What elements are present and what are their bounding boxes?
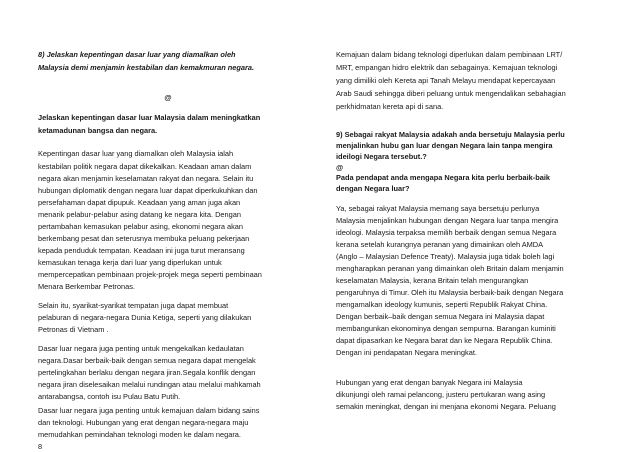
- text-line: Arab Saudi sehingga diberi peluang untuk mengendalikan sebahagian: [336, 89, 566, 98]
- text-line: dapat dipasarkan ke Negara barat dan ke Negara Republik China.: [336, 336, 553, 345]
- text-line: keselamatan Malaysia, kerana Britain telah mengurangkan: [336, 276, 529, 285]
- text-line: mempercepatkan pembinaan projek-projek mega seperti pembinaan: [38, 270, 262, 279]
- text-line: Dasar luar negara juga penting untuk kemajuan dalam bidang sains: [38, 406, 260, 415]
- text-line: dan teknologi. Hubungan yang erat dengan negara-negara maju: [38, 418, 249, 427]
- page-number: 8: [38, 442, 43, 451]
- text-line: Menara Berkembar Petronas.: [38, 282, 135, 291]
- text-line: menjalinkan hubu gan luar dengan Negara lain tanpa mengira: [336, 141, 553, 150]
- text-line: pertelingkahan berlaku dengan negara jiran.Segala konflik dengan: [38, 368, 256, 377]
- text-line: persefahaman dapat dipupuk. Keadaan yang aman juga akan: [38, 198, 241, 207]
- text-line: pertambahan kemasukan pelabur asing, ekonomi negara akan: [38, 222, 244, 231]
- text-line: Malaysia menjalinkan hubungan dengan Negara luar tanpa mengira: [336, 216, 559, 225]
- text-line: ketamadunan bangsa dan negara.: [38, 126, 158, 135]
- text-line: Jelaskan kepentingan dasar luar Malaysia dalam meningkatkan: [38, 113, 261, 122]
- text-line: berkembang pesat dan seterusnya membuka peluang pekerjaan: [38, 234, 250, 243]
- text-line: mengharapkan peranan yang dimainkan oleh Britain dalam menjamin: [336, 264, 564, 273]
- text-line: memudahkan pemindahan teknologi moden ke dalam negara.: [38, 430, 241, 439]
- text-line: Selain itu, syarikat-syarikat tempatan juga dapat membuat: [38, 301, 229, 310]
- text-line: mengamalkan ideology kumunis, seperti Republik Rakyat China.: [336, 300, 548, 309]
- text-line: dikunjungi oleh ramai pelancong, justeru pertukaran wang asing: [336, 390, 546, 399]
- text-line: negara.Dasar berbaik-baik dengan semua negara dapat mengelak: [38, 356, 256, 365]
- text-line: menarik pelabur-pelabur asing datang ke negara kita. Dengan: [38, 210, 241, 219]
- alternative-separator: @: [336, 163, 344, 172]
- text-line: 9) Sebagai rakyat Malaysia adakah anda bersetuju Malaysia perlu: [336, 130, 565, 139]
- text-line: (Anglo – Malaysian Defence Treaty). Malaysia juga tidak boleh lagi: [336, 252, 555, 261]
- text-line: kestabilan politik negara dapat dikekalkan. Keadaan aman dalam: [38, 162, 252, 171]
- text-line: 8) Jelaskan kepentingan dasar luar yang diamalkan oleh: [38, 50, 236, 59]
- text-line: perkhidmatan kereta api di sana.: [336, 102, 444, 111]
- text-line: hubungan diplomatik dengan negara luar dapat diperkukuhkan dan: [38, 186, 258, 195]
- text-line: negara akan menjamin keselamatan rakyat dan negara. Selain itu: [38, 174, 254, 183]
- text-line: pengaruhnya di Timur. Oleh itu Malaysia berbaik-baik dengan Negara: [336, 288, 564, 297]
- text-line: yang dimiliki oleh Kereta api Tanah Melayu mendapat kepercayaan: [336, 76, 556, 85]
- text-line: membangunkan ekonominya dengan sempurna. Barangan kuminiti: [336, 324, 556, 333]
- text-line: kerana setelah kurangnya peranan yang dimainkan oleh AMDA: [336, 240, 544, 249]
- text-line: MRT, empangan hidro elektrik dan sebagainya. Kemajuan teknologi: [336, 63, 558, 72]
- text-line: Dengan berbaik–baik dengan semua Negara ini Malaysia dapat: [336, 312, 545, 321]
- text-line: Kepentingan dasar luar yang diamalkan oleh Malaysia ialah: [38, 149, 234, 158]
- text-line: Kemajuan dalam bidang teknologi diperlukan dalam pembinaan LRT/: [336, 50, 563, 59]
- text-line: Pada pendapat anda mengapa Negara kita perlu berbaik-baik: [336, 173, 550, 182]
- text-line: semakin meningkat, dengan ini menjana ekonomi Negara. Peluang: [336, 402, 556, 411]
- text-line: kepada penduduk tempatan. Keadaan ini juga turut meransang: [38, 246, 245, 255]
- text-line: negara jiran diselesaikan melalui rundingan atau melalui mahkamah: [38, 380, 261, 389]
- text-line: Malaysia demi menjamin kestabilan dan kemakmuran negara.: [38, 63, 255, 72]
- text-line: ideilogi Negara tersebut.?: [336, 152, 427, 161]
- text-line: Ya, sebagai rakyat Malaysia memang saya bersetuju perlunya: [336, 204, 540, 213]
- text-line: Dengan ini pendapatan Negara meningkat.: [336, 348, 477, 357]
- text-line: dengan Negara luar?: [336, 184, 410, 193]
- text-line: Dasar luar negara juga penting untuk mengekalkan kedaulatan: [38, 344, 244, 353]
- text-line: pelaburan di negara-negara Dunia Ketiga, seperti yang dilakukan: [38, 313, 252, 322]
- text-line: Petronas di Vietnam .: [38, 325, 109, 334]
- text-line: ideologi. Malaysia terpaksa memilih berbaik dengan semua Negara: [336, 228, 557, 237]
- text-line: kemasukan tenaga kerja dari luar yang diperlukan untuk: [38, 258, 222, 267]
- text-line: Hubungan yang erat dengan banyak Negara ini Malaysia: [336, 378, 523, 387]
- alternative-separator: @: [164, 93, 172, 102]
- text-line: antarabangsa, contoh isu Pulau Batu Putih.: [38, 392, 181, 401]
